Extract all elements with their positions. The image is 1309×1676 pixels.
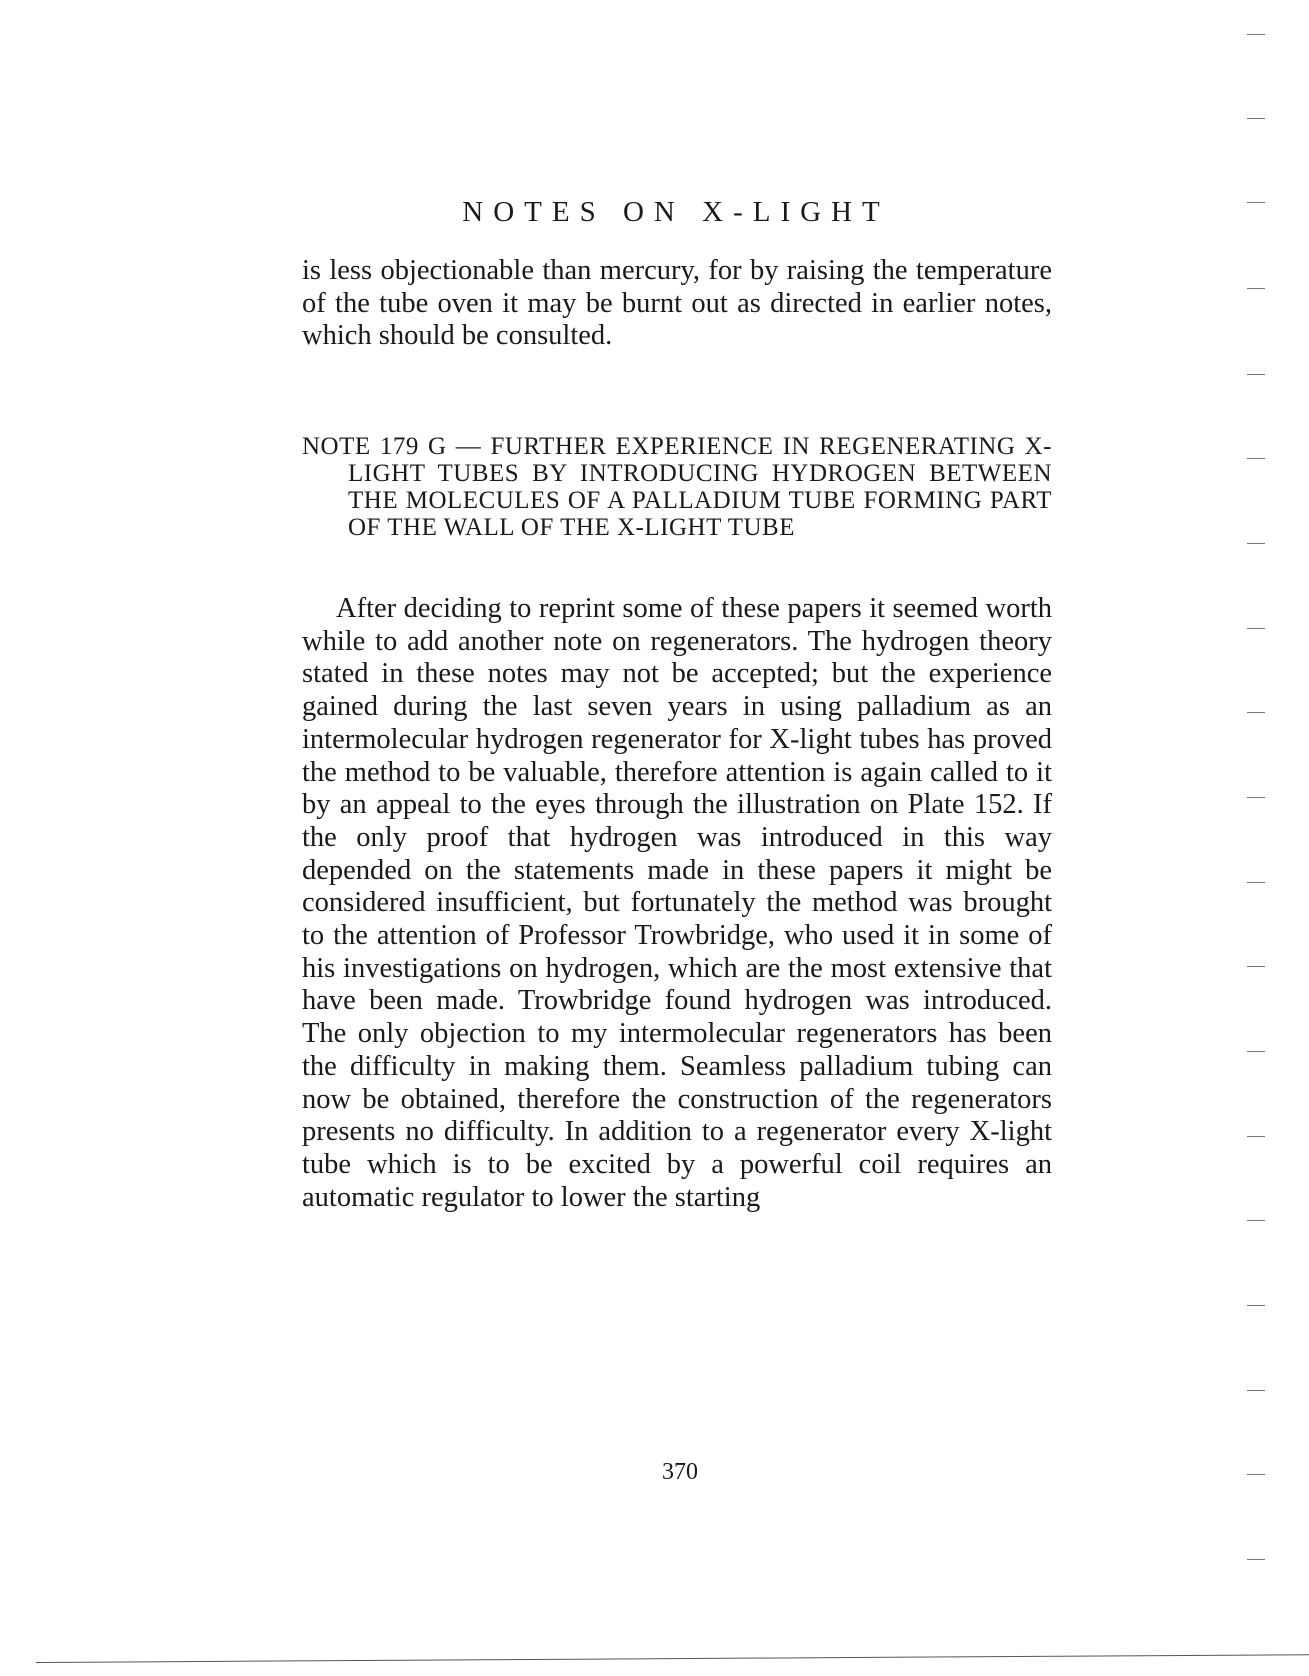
margin-tick (1247, 543, 1265, 544)
running-head: NOTES ON X-LIGHT (462, 196, 890, 228)
margin-tick (1247, 1474, 1265, 1475)
margin-tick (1247, 628, 1265, 629)
margin-tick (1247, 797, 1265, 798)
note-heading: NOTE 179 G — FURTHER EXPERIENCE IN REGENERATING X-LIGHT TUBES BY INTRODUCING HYDROGEN BETWEEN THE MOLECULES OF A PALLADIUM TUBE FORMING PART OF THE WALL OF THE X-LIGHT TUBE (302, 433, 1052, 541)
margin-tick (1247, 966, 1265, 967)
margin-tick (1247, 1305, 1265, 1306)
page-number: 370 (662, 1459, 698, 1485)
margin-tick (1247, 882, 1265, 883)
margin-tick (1247, 1051, 1265, 1052)
margin-tick (1247, 374, 1265, 375)
intro-paragraph: is less objectionable than mercury, for by raising the temperature of the tube oven it may be burnt out as directed in earlier notes, which should be consulted. (302, 255, 1052, 352)
margin-tick (1247, 1220, 1265, 1221)
margin-tick (1247, 712, 1265, 713)
margin-tick (1247, 458, 1265, 459)
margin-tick (1247, 118, 1265, 119)
margin-tick (1247, 1390, 1265, 1391)
page-edge-line (36, 1654, 1309, 1663)
margin-tick (1247, 1559, 1265, 1560)
main-paragraph: After deciding to reprint some of these papers it seemed worth while to add another note on regenerators. The hydrogen theory stated in these notes may not be accepted; but the experience gained during the last seven years in using palladium as an intermolecular hydrogen regenerator for X-light tubes has proved the method to be valuable, therefore attention is again called to it by an appeal to the eyes through the illustration on Plate 152. If the only proof that hydrogen was introduced in this way depended on the statements made in these papers it might be considered insufficient, but fortunately the method was brought to the attention of Professor Trowbridge, who used it in some of his investigations on hydrogen, which are the most extensive that have been made. Trowbridge found hydrogen was introduced. The only objection to my intermolecular regenerators has been the difficulty in making them. Seamless palladium tubing can now be obtained, therefore the construction of the regenerators presents no difficulty. In addition to a regenerator every X-light tube which is to be excited by a powerful coil requires an automatic regulator to lower the starting (302, 593, 1052, 1213)
margin-tick (1247, 1136, 1265, 1137)
margin-tick (1247, 288, 1265, 289)
margin-tick (1247, 202, 1265, 203)
margin-tick (1247, 34, 1265, 35)
